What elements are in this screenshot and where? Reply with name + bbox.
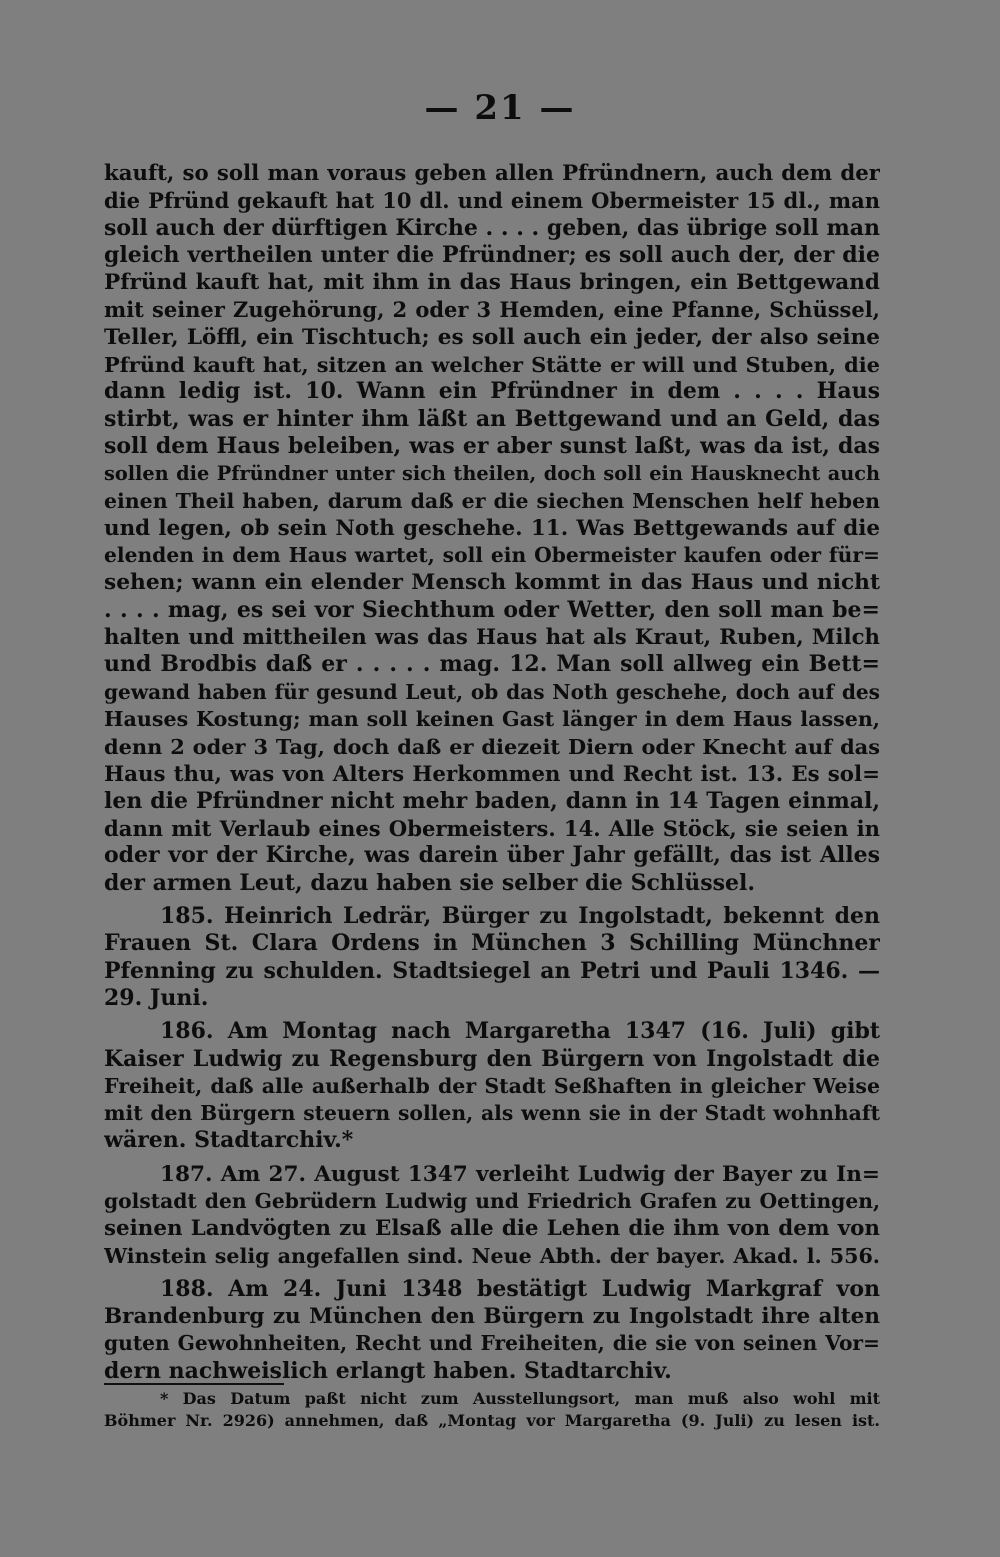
entry-185-line: 185. Heinrich Ledrär, Bürger zu Ingolstadt, bekennt den <box>160 903 880 930</box>
text-line: Frauen St. Clara Ordens in München 3 Schilling Münchner <box>104 930 880 957</box>
text-line: und Brodbis daß er . . . . . mag. 12. Man soll allweg ein Bett= <box>104 651 880 678</box>
text-line: Freiheit, daß alle außerhalb der Stadt Seßhaften in gleicher Weise <box>104 1073 880 1098</box>
text-line: . . . . mag, es sei vor Siechthum oder Wetter, den soll man be= <box>104 596 880 623</box>
text-line: Teller, Löffl, ein Tischtuch; es soll auch ein jeder, der also seine <box>104 324 880 350</box>
page-number: — 21 — <box>424 88 576 128</box>
text-line: halten und mittheilen was das Haus hat als Kraut, Ruben, Milch <box>104 625 880 651</box>
text-line: der armen Leut, dazu haben sie selber die Schlüssel. <box>104 869 755 896</box>
text-line: die Pfründ gekauft hat 10 dl. und einem Obermeister 15 dl., man <box>104 188 880 214</box>
entry-187-line: 187. Am 27. August 1347 verleiht Ludwig der Bayer zu In= <box>160 1161 880 1187</box>
text-line: mit den Bürgern steuern sollen, als wenn sie in der Stadt wohnhaft <box>104 1101 880 1126</box>
text-line: Pfründ kauft hat, mit ihm in das Haus bringen, ein Bettgewand <box>104 270 880 296</box>
text-line: len die Pfründner nicht mehr baden, dann in 14 Tagen einmal, <box>104 787 880 814</box>
text-line: Haus thu, was von Alters Herkommen und Recht ist. 13. Es sol= <box>104 761 880 787</box>
text-line: oder vor der Kirche, was darein über Jahr gefällt, das ist Alles <box>104 842 880 869</box>
text-line: Kaiser Ludwig zu Regensburg den Bürgern von Ingolstadt die <box>104 1045 880 1072</box>
entry-186-line: 186. Am Montag nach Margaretha 1347 (16. Juli) gibt <box>160 1018 880 1045</box>
text-line: mit seiner Zugehörung, 2 oder 3 Hemden, eine Pfanne, Schüssel, <box>104 297 880 323</box>
text-line: guten Gewohnheiten, Recht und Freiheiten, die sie von seinen Vor= <box>104 1331 880 1356</box>
text-line: soll auch der dürftigen Kirche . . . . geben, das übrige soll man <box>104 214 880 241</box>
text-line: Hauses Kostung; man soll keinen Gast länger in dem Haus lassen, <box>104 706 880 731</box>
text-line: Pfründ kauft hat, sitzen an welcher Stätte er will und Stuben, die <box>104 352 880 378</box>
text-line: Pfenning zu schulden. Stadtsiegel an Petri und Pauli 1346. — <box>104 957 880 984</box>
footnote-divider <box>104 1383 284 1385</box>
text-line: gewand haben für gesund Leut, ob das Noth geschehe, doch auf des <box>104 679 880 704</box>
text-line: kauft, so soll man voraus geben allen Pfründnern, auch dem der <box>104 161 880 186</box>
entry-188-line: 188. Am 24. Juni 1348 bestätigt Ludwig Markgraf von <box>160 1275 880 1302</box>
text-line: seinen Landvögten zu Elsaß alle die Lehen die ihm von dem von <box>104 1216 880 1242</box>
text-line: wären. Stadtarchiv.* <box>104 1127 354 1154</box>
footnote-line: * Das Datum paßt nicht zum Ausstellungsort, man muß also wohl mit <box>160 1389 880 1408</box>
text-line: und legen, ob sein Noth geschehe. 11. Was Bettgewands auf die <box>104 515 880 541</box>
text-line: elenden in dem Haus wartet, soll ein Obermeister kaufen oder für= <box>104 543 880 568</box>
text-line: dann mit Verlaub eines Obermeisters. 14. Alle Stöck, sie seien in <box>104 816 880 842</box>
text-line: sollen die Pfründner unter sich theilen, doch soll ein Hausknecht auch <box>104 462 880 486</box>
body-text <box>104 160 880 1385</box>
footnotes <box>104 1388 880 1432</box>
text-line: gleich vertheilen unter die Pfründner; es soll auch der, der die <box>104 241 880 268</box>
text-line: denn 2 oder 3 Tag, doch daß er diezeit Diern oder Knecht auf das <box>104 734 880 760</box>
text-line: golstadt den Gebrüdern Ludwig und Friedrich Grafen zu Oettingen, <box>104 1188 880 1213</box>
text-line: stirbt, was er hinter ihm läßt an Bettgewand und an Geld, das <box>104 405 880 432</box>
text-line: dern nachweislich erlangt haben. Stadtarchiv. <box>104 1357 672 1384</box>
text-line: sehen; wann ein elender Mensch kommt in das Haus und nicht <box>104 570 880 596</box>
text-line: Winstein selig angefallen sind. Neue Abth. der bayer. Akad. l. 556. <box>104 1243 880 1268</box>
text-line: Brandenburg zu München den Bürgern zu Ingolstadt ihre alten <box>104 1304 880 1330</box>
text-line: einen Theil haben, darum daß er die siechen Menschen helf heben <box>104 488 880 513</box>
text-line: 29. Juni. <box>104 984 209 1011</box>
footnote-line: Böhmer Nr. 2926) annehmen, daß „Montag vor Margaretha (9. Juli) zu lesen ist. <box>104 1411 880 1430</box>
text-line: dann ledig ist. 10. Wann ein Pfründner in dem . . . . Haus <box>104 378 880 405</box>
text-line: soll dem Haus beleiben, was er aber sunst laßt, was da ist, das <box>104 432 880 459</box>
